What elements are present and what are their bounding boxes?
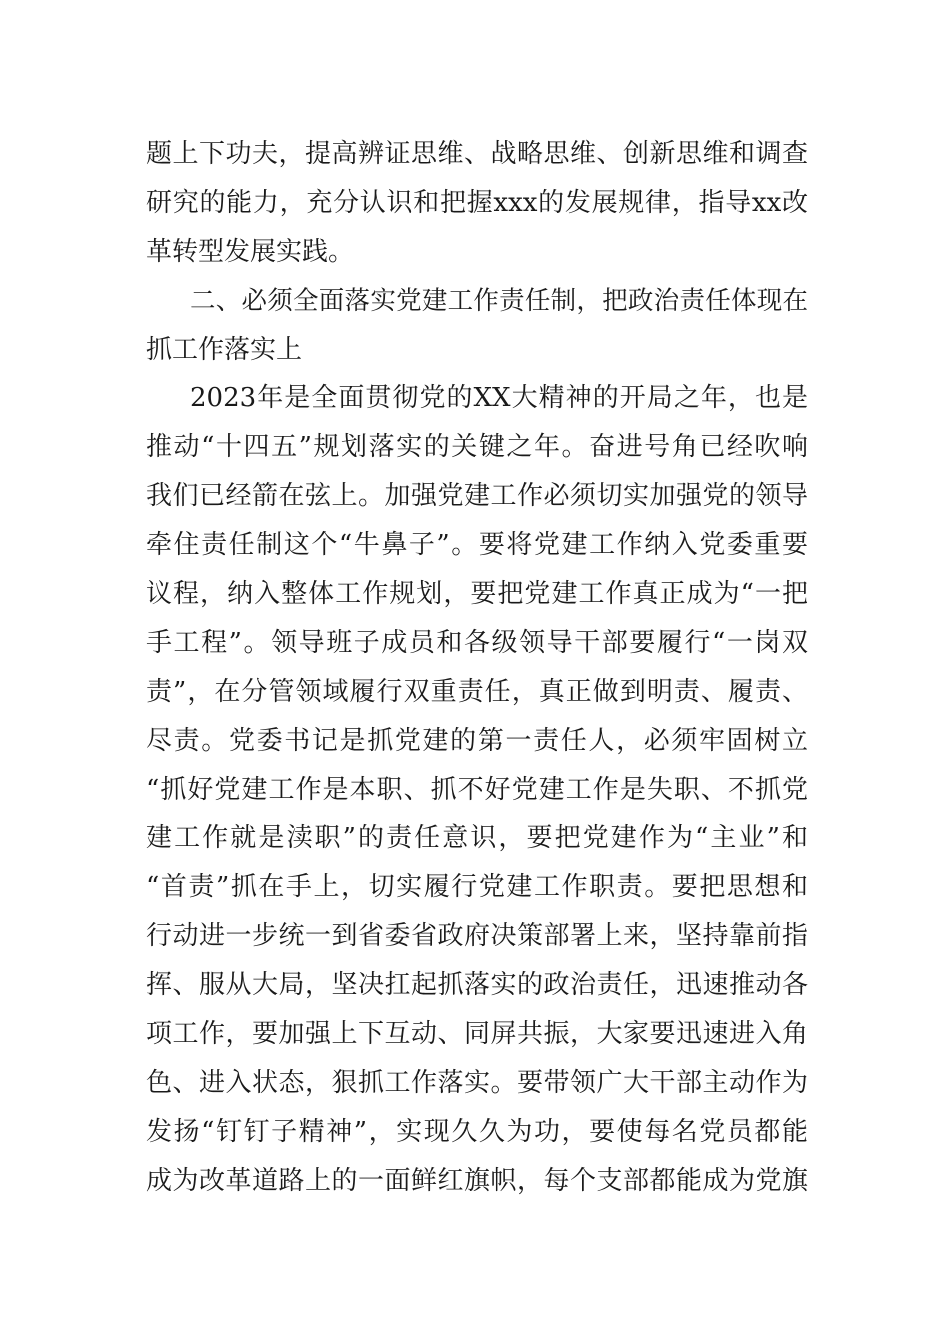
text-line: 发扬“钉钉子精神”，实现久久为功，要使每名党员都能: [146, 1116, 808, 1147]
text-line: 尽责。党委书记是抓党建的第一责任人，必须牢固树立: [146, 725, 808, 756]
text-line: 议程，纳入整体工作规划，要把党建工作真正成为“一把: [146, 579, 808, 610]
text-line: 责”，在分管领域履行双重责任，真正做到明责、履责、: [146, 676, 808, 707]
text-line: 建工作就是渎职”的责任意识，要把党建作为“主业”和: [146, 823, 808, 854]
text-line: 我们已经箭在弦上。加强党建工作必须切实加强党的领导: [146, 481, 808, 512]
text-line: 成为改革道路上的一面鲜红旗帜，每个支部都能成为党旗: [146, 1165, 808, 1196]
text-line: “首责”抓在手上，切实履行党建工作职责。要把思想和: [146, 872, 808, 903]
text-line: 推动“十四五”规划落实的关键之年。奋进号角已经吹响: [146, 432, 808, 463]
text-line: 2023年是全面贯彻党的XX大精神的开局之年，也是: [190, 383, 808, 414]
text-line: 题上下功夫，提高辨证思维、战略思维、创新思维和调查: [146, 139, 808, 169]
text-line: 牵住责任制这个“牛鼻子”。要将党建工作纳入党委重要: [146, 530, 808, 561]
text-line: 挥、服从大局，坚决扛起抓落实的政治责任，迅速推动各: [146, 970, 808, 1001]
text-line: 抓工作落实上: [146, 334, 303, 365]
text-line: 项工作，要加强上下互动、同屏共振，大家要迅速进入角: [146, 1019, 808, 1050]
text-line: 手工程”。领导班子成员和各级领导干部要履行“一岗双: [146, 627, 808, 658]
text-line: “抓好党建工作是本职、抓不好党建工作是失职、不抓党: [146, 774, 808, 805]
text-line: 二、必须全面落实党建工作责任制，把政治责任体现在: [190, 285, 808, 316]
document-body: [146, 130, 808, 1206]
text-line: 行动进一步统一到省委省政府决策部署上来，坚持靠前指: [146, 921, 808, 952]
text-line: 革转型发展实践。: [146, 236, 355, 267]
text-line: 研究的能力，充分认识和把握xxx的发展规律，指导xx改: [146, 187, 808, 218]
text-line: 色、进入状态，狠抓工作落实。要带领广大干部主动作为: [146, 1067, 808, 1098]
